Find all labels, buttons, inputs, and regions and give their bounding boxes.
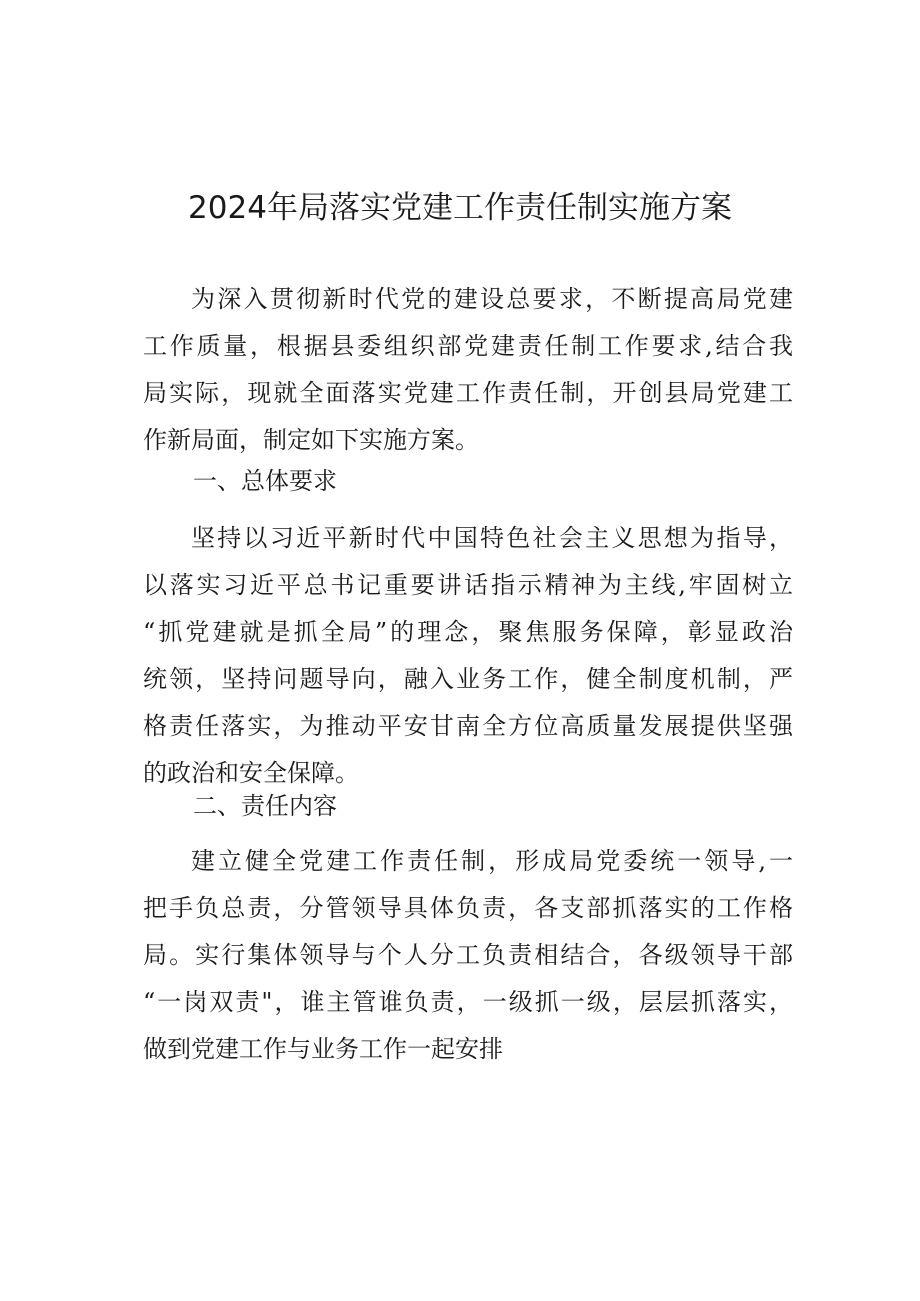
intro-paragraph [143, 276, 793, 464]
text-line: 做到党建工作与业务工作一起安排 [143, 1035, 503, 1063]
text-line: 作新局面，制定如下实施方案。 [143, 426, 479, 454]
text-line: 建立健全党建工作责任制，形成局党委统一领导,一 [191, 847, 793, 875]
responsibility-content-paragraph [143, 838, 793, 1073]
text-line: 格责任落实，为推动平安甘南全方位高质量发展提供坚强 [143, 712, 793, 740]
text-line: 局实际，现就全面落实党建工作责任制，开创县局党建工 [143, 379, 793, 407]
text-line: 局。实行集体领导与个人分工负责相结合，各级领导干部 [143, 941, 793, 969]
text-line: 为深入贯彻新时代党的建设总要求，不断提高局党建 [191, 285, 793, 313]
text-line: 工作质量，根据县委组织部党建责任制工作要求,结合我 [143, 332, 793, 360]
overall-requirements-paragraph [143, 515, 793, 797]
text-line: 以落实习近平总书记重要讲话指示精神为主线,牢固树立 [143, 571, 793, 599]
text-line: 统领，坚持问题导向，融入业务工作，健全制度机制，严 [143, 665, 793, 693]
text-line: 的政治和安全保障。 [143, 759, 359, 787]
section-heading-responsibility-content: 二、责任内容 [193, 792, 337, 820]
section-heading-overall-requirements: 一、总体要求 [193, 467, 337, 495]
text-line: “一岗双责"，谁主管谁负责，一级抓一级，层层抓落实， [143, 988, 793, 1016]
text-line: 坚持以习近平新时代中国特色社会主义思想为指导， [191, 524, 793, 552]
text-line: “抓党建就是抓全局”的理念，聚焦服务保障，彰显政治 [143, 618, 793, 646]
document-title: 2024年局落实党建工作责任制实施方案 [188, 190, 732, 226]
text-line: 把手负总责，分管领导具体负责，各支部抓落实的工作格 [143, 894, 793, 922]
